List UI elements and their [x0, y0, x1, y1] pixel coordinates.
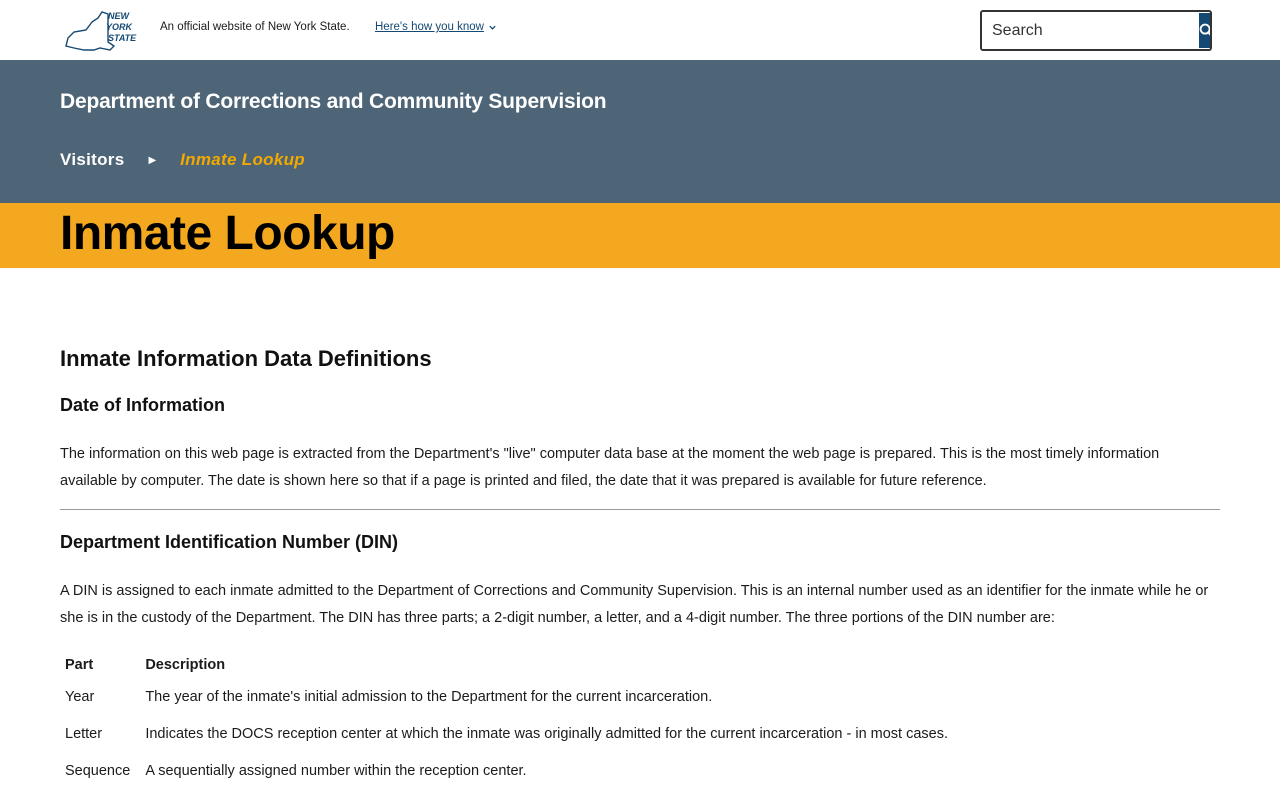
- section-heading: Inmate Information Data Definitions: [60, 346, 432, 371]
- agency-title[interactable]: Department of Corrections and Community Supervision: [60, 90, 607, 113]
- universal-header: [0, 0, 1280, 60]
- agency-header: [0, 60, 1280, 203]
- table-header-part: Part: [65, 656, 94, 673]
- table-cell-part: Year: [65, 688, 95, 705]
- table-row: [60, 715, 958, 752]
- svg-text:STATE: STATE: [108, 33, 137, 43]
- breadcrumb-separator-icon: ▶: [148, 154, 157, 166]
- breadcrumb-current: Inmate Lookup: [180, 150, 305, 169]
- table-row: [60, 678, 958, 715]
- din-parts-table: [60, 651, 958, 789]
- page-title-band: [0, 203, 1280, 268]
- breadcrumb-visitors[interactable]: Visitors: [60, 150, 125, 169]
- table-cell-description: The year of the inmate's initial admission to the Department for the current incarceration.: [145, 688, 713, 705]
- table-row: [60, 752, 958, 789]
- table-header-description: Description: [145, 656, 226, 673]
- how-you-know-label: Here's how you know: [375, 21, 484, 33]
- breadcrumb: [60, 150, 305, 170]
- table-header-row: [60, 651, 958, 678]
- search-input[interactable]: [982, 12, 1199, 49]
- search-icon: [1199, 23, 1212, 38]
- svg-text:NEW: NEW: [108, 11, 129, 21]
- din-text: A DIN is assigned to each inmate admitted to the Department of Corrections and Community Supervision. This is an internal number used as an identifier for the inmate while he or she is in the custody of the Department. The DIN has three parts; a 2-digit number, a letter, and a 4-digit number. The three portions of the DIN number are:: [60, 583, 1209, 626]
- svg-text:YORK: YORK: [106, 22, 133, 32]
- search-button[interactable]: [1199, 13, 1212, 48]
- din-heading: Department Identification Number (DIN): [60, 532, 399, 552]
- how-you-know-link[interactable]: [375, 21, 497, 33]
- date-of-information-heading: Date of Information: [60, 395, 225, 415]
- table-cell-description: A sequentially assigned number within the reception center.: [145, 762, 527, 779]
- divider: [60, 509, 1220, 510]
- new-york-state-logo[interactable]: [64, 8, 142, 54]
- chevron-down-icon: [488, 23, 497, 32]
- official-website-text: An official website of New York State.: [160, 21, 350, 33]
- table-cell-part: Letter: [65, 725, 103, 742]
- table-cell-part: Sequence: [65, 762, 131, 779]
- page-title: Inmate Lookup: [60, 207, 395, 260]
- date-of-information-text: The information on this web page is extracted from the Department's "live" computer data base at the moment the web page is prepared. This is the most timely information available by computer. The date is shown here so that if a page is printed and filed, the date that it was prepared is available for future reference.: [60, 446, 1160, 489]
- search-form: [980, 10, 1212, 51]
- table-cell-description: Indicates the DOCS reception center at which the inmate was originally admitted for the current incarceration - in most cases.: [145, 725, 949, 742]
